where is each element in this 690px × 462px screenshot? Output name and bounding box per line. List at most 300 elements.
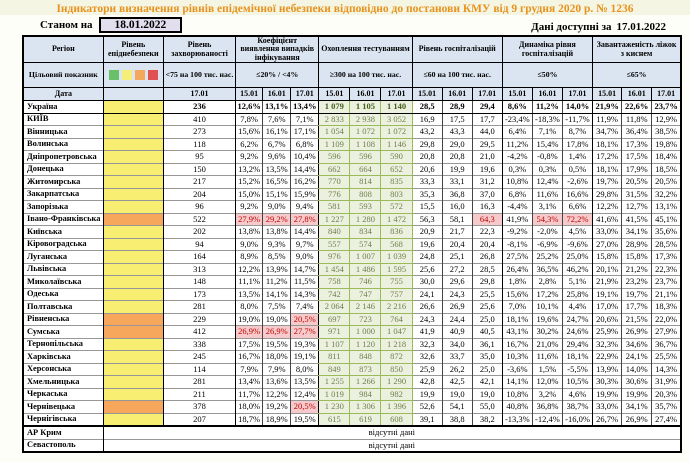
detect-value: 6,8% — [291, 138, 319, 151]
detect-value: 11,2% — [263, 276, 291, 289]
dynamics-value: 18,1% — [562, 351, 592, 364]
detect-value: 13,6% — [263, 376, 291, 389]
dynamics-value: 25,8% — [562, 288, 592, 301]
epidemic-level-cell — [103, 363, 163, 376]
beds-value: 26,7% — [593, 413, 622, 426]
dynamics-value: 0,3% — [502, 163, 532, 176]
hosp-value: 19,0 — [472, 388, 502, 401]
date-header: 17.01 — [381, 88, 412, 101]
dynamics-value: 6,6% — [562, 201, 592, 214]
dynamics-value: -9,6% — [562, 238, 592, 251]
testing-value: 971 — [319, 326, 350, 339]
detect-value: 12,2% — [263, 388, 291, 401]
testing-value: 1 054 — [319, 126, 350, 139]
beds-value: 22,0% — [652, 313, 681, 326]
region-name: Дніпропетровська — [23, 151, 103, 164]
hosp-value: 35,3 — [412, 188, 442, 201]
dynamics-value: 21,0% — [532, 338, 562, 351]
detect-value: 19,1% — [291, 351, 319, 364]
testing-value: 1 595 — [381, 263, 412, 276]
hosp-value: 29,6 — [442, 276, 472, 289]
hosp-value: 26,6 — [412, 301, 442, 314]
testing-value: 1 218 — [381, 338, 412, 351]
epidemic-level-cell — [103, 226, 163, 239]
page-title: Індикатори визначення рівнів епідемічної небезпеки відповідно до постанови КМУ від 9 грудня 2020 р. № 1236 — [0, 0, 690, 15]
table-row — [23, 176, 681, 189]
beds-value: 19,8% — [652, 138, 681, 151]
incidence-value: 148 — [163, 276, 235, 289]
hosp-value: 25,1 — [442, 251, 472, 264]
as-of-date-box: 18.01.2022 — [99, 17, 183, 33]
epidemic-level-cell — [103, 276, 163, 289]
dynamics-value: 4,4% — [562, 301, 592, 314]
incidence-value: 281 — [163, 301, 235, 314]
beds-value: 35,6% — [652, 226, 681, 239]
hosp-value: 43,3 — [442, 126, 472, 139]
beds-value: 17,3% — [652, 251, 681, 264]
detect-value: 10,4% — [291, 151, 319, 164]
detect-value: 6,2% — [236, 138, 263, 151]
detect-value: 12,4% — [291, 388, 319, 401]
incidence-value: 173 — [163, 288, 235, 301]
testing-value: 742 — [319, 288, 350, 301]
epidemic-level-cell — [103, 326, 163, 339]
region-name: Одеська — [23, 288, 103, 301]
hosp-value: 34,0 — [442, 338, 472, 351]
date-header: 16.01 — [263, 88, 291, 101]
hosp-value: 33,1 — [442, 176, 472, 189]
region-name: Закарпатська — [23, 188, 103, 201]
testing-value: 1 007 — [350, 251, 381, 264]
date-row-label: Дата — [23, 88, 103, 101]
target-testing: ≥300 на 100 тис. нас. — [319, 63, 412, 88]
epidemic-level-cell — [103, 176, 163, 189]
beds-value: 24,1% — [622, 351, 652, 364]
beds-value: 15,8% — [622, 251, 652, 264]
col-incidence: Рівень захворюваності — [163, 36, 235, 63]
testing-value: 836 — [381, 226, 412, 239]
epidemic-level-cell — [103, 163, 163, 176]
dynamics-value: 40,8% — [502, 401, 532, 414]
dynamics-value: 7,0% — [502, 301, 532, 314]
beds-value: 41,6% — [593, 213, 622, 226]
beds-value: 18,1% — [593, 163, 622, 176]
testing-value: 834 — [350, 226, 381, 239]
hosp-value: 29,0 — [442, 138, 472, 151]
testing-value: 1 108 — [350, 138, 381, 151]
detect-value: 15,9% — [291, 188, 319, 201]
detect-value: 7,9% — [236, 363, 263, 376]
testing-value: 1 019 — [319, 388, 350, 401]
incidence-value: 150 — [163, 163, 235, 176]
testing-value: 2 064 — [319, 301, 350, 314]
beds-value: 34,1% — [622, 226, 652, 239]
table-row — [23, 426, 681, 439]
beds-value: 17,3% — [622, 138, 652, 151]
date-header: 16.01 — [622, 88, 652, 101]
beds-value: 28,9% — [622, 238, 652, 251]
beds-value: 17,0% — [593, 301, 622, 314]
hosp-value: 25,9 — [412, 363, 442, 376]
as-of-label: Станом на — [40, 19, 93, 31]
beds-value: 33,0% — [593, 226, 622, 239]
level-legend-squares — [103, 63, 163, 88]
testing-value: 1 146 — [381, 138, 412, 151]
hosp-value: 42,1 — [472, 376, 502, 389]
as-of-block — [40, 17, 182, 33]
detect-value: 9,6% — [263, 151, 291, 164]
target-incidence: <75 на 100 тис. нас. — [163, 63, 235, 88]
region-name: Київська — [23, 226, 103, 239]
table-row — [23, 188, 681, 201]
target-hospitalization: ≤60 на 100 тис. нас. — [412, 63, 502, 88]
region-name: Запорізька — [23, 201, 103, 214]
hosp-value: 16,3 — [472, 201, 502, 214]
epidemic-level-cell — [103, 301, 163, 314]
beds-value: 17,5% — [622, 151, 652, 164]
region-name: Харківська — [23, 351, 103, 364]
hosp-value: 39,1 — [412, 413, 442, 426]
dynamics-value: 46,2% — [562, 263, 592, 276]
dynamics-value: 24,7% — [562, 313, 592, 326]
dynamics-value: 27,5% — [502, 251, 532, 264]
dynamics-value: 5,1% — [562, 276, 592, 289]
incidence-value: 410 — [163, 113, 235, 126]
dynamics-value: 1,4% — [562, 151, 592, 164]
testing-value: 557 — [319, 238, 350, 251]
testing-value: 848 — [350, 351, 381, 364]
testing-value: 2 938 — [350, 113, 381, 126]
hosp-value: 32,3 — [412, 338, 442, 351]
beds-value: 18,1% — [593, 138, 622, 151]
beds-value: 23,2% — [622, 276, 652, 289]
dynamics-value: 16,6% — [562, 188, 592, 201]
testing-value: 1 472 — [381, 213, 412, 226]
testing-value: 746 — [350, 276, 381, 289]
testing-value: 849 — [319, 363, 350, 376]
date-level-empty — [103, 88, 163, 101]
beds-value: 19,7% — [593, 176, 622, 189]
beds-value: 14,0% — [622, 363, 652, 376]
table-row — [23, 326, 681, 339]
beds-value: 38,5% — [652, 126, 681, 139]
testing-value: 872 — [381, 351, 412, 364]
beds-value: 22,3% — [652, 263, 681, 276]
hosp-value: 33,3 — [412, 176, 442, 189]
incidence-value: 204 — [163, 188, 235, 201]
dynamics-value: 41,9% — [502, 213, 532, 226]
hosp-value: 31,2 — [472, 176, 502, 189]
dynamics-value: -4,4% — [502, 201, 532, 214]
dynamics-value: 38,7% — [562, 401, 592, 414]
hosp-value: 38,8 — [442, 413, 472, 426]
beds-value: 18,4% — [652, 151, 681, 164]
detect-value: 13,9% — [263, 263, 291, 276]
hosp-value: 33,7 — [442, 351, 472, 364]
hosp-value: 36,1 — [472, 338, 502, 351]
detect-value: 13,4% — [236, 376, 263, 389]
date-header: 15.01 — [319, 88, 350, 101]
table-row — [23, 401, 681, 414]
epidemic-level-cell — [103, 263, 163, 276]
incidence-value: 522 — [163, 213, 235, 226]
col-testing: Охоплення тестуванням — [319, 36, 412, 63]
table-row — [23, 151, 681, 164]
dynamics-value: 10,5% — [562, 376, 592, 389]
dynamics-value: 43,1% — [502, 326, 532, 339]
region-name: Луганська — [23, 251, 103, 264]
incidence-value: 245 — [163, 351, 235, 364]
hosp-value: 56,3 — [412, 213, 442, 226]
data-available-block — [531, 21, 668, 33]
incidence-value: 281 — [163, 376, 235, 389]
dynamics-value: 11,2% — [502, 138, 532, 151]
hosp-value: 21,7 — [442, 226, 472, 239]
detect-value: 9,0% — [236, 238, 263, 251]
hosp-value: 35,0 — [472, 351, 502, 364]
testing-value: 1 072 — [381, 126, 412, 139]
beds-value: 13,1% — [652, 201, 681, 214]
beds-value: 17,7% — [622, 301, 652, 314]
beds-value: 13,9% — [593, 363, 622, 376]
beds-value: 22,9% — [593, 351, 622, 364]
beds-value: 36,4% — [622, 126, 652, 139]
region-name: Івано-Франківська — [23, 213, 103, 226]
testing-value: 615 — [319, 413, 350, 426]
detect-value: 13,5% — [291, 376, 319, 389]
dynamics-value: -0,8% — [532, 151, 562, 164]
target-beds: ≤65% — [593, 63, 681, 88]
table-row — [23, 376, 681, 389]
incidence-value: 229 — [163, 313, 235, 326]
region-name: Полтавська — [23, 301, 103, 314]
beds-value: 11,8% — [622, 113, 652, 126]
dynamics-value: 15,6% — [502, 288, 532, 301]
detect-value: 20,5% — [291, 313, 319, 326]
dynamics-value: -23,4% — [502, 113, 532, 126]
beds-value: 20,5% — [652, 176, 681, 189]
detect-value: 17,1% — [291, 126, 319, 139]
hosp-value: 27,2 — [442, 263, 472, 276]
beds-value: 30,3% — [593, 376, 622, 389]
detect-value: 7,6% — [263, 113, 291, 126]
beds-value: 29,8% — [593, 188, 622, 201]
hosp-value: 29,8 — [412, 138, 442, 151]
detect-value: 15,1% — [263, 188, 291, 201]
dynamics-value: -5,5% — [562, 363, 592, 376]
date-header: 17.01 — [472, 88, 502, 101]
dynamics-value: 36,8% — [532, 401, 562, 414]
detect-value: 27,7% — [291, 326, 319, 339]
beds-value: 31,9% — [652, 376, 681, 389]
beds-value: 19,9% — [593, 388, 622, 401]
hosp-value: 21,0 — [472, 151, 502, 164]
hosp-value: 43,2 — [412, 126, 442, 139]
detect-value: 7,4% — [291, 301, 319, 314]
beds-value: 25,5% — [652, 351, 681, 364]
hosp-value: 29,5 — [472, 138, 502, 151]
testing-value: 1 255 — [319, 376, 350, 389]
incidence-value: 236 — [163, 101, 235, 114]
testing-value: 596 — [319, 151, 350, 164]
beds-value: 26,9% — [622, 413, 652, 426]
testing-value: 764 — [381, 313, 412, 326]
detect-value: 13,4% — [291, 101, 319, 114]
dynamics-value: 11,6% — [532, 351, 562, 364]
date-header: 17.01 — [652, 88, 681, 101]
incidence-value: 211 — [163, 388, 235, 401]
table-row — [23, 351, 681, 364]
col-hosp-dynamics: Динаміка рівня госпіталізацій — [502, 36, 592, 63]
dynamics-value: 18,1% — [502, 313, 532, 326]
detect-value: 8,0% — [291, 363, 319, 376]
testing-value: 572 — [381, 201, 412, 214]
data-available-label: Дані доступні за — [531, 21, 612, 33]
testing-value: 1 230 — [319, 401, 350, 414]
hosp-value: 41,9 — [412, 326, 442, 339]
hosp-value: 54,1 — [442, 401, 472, 414]
testing-value: 982 — [381, 388, 412, 401]
testing-value: 758 — [319, 276, 350, 289]
level-color-square — [109, 70, 119, 80]
beds-value: 25,9% — [593, 326, 622, 339]
incidence-value: 338 — [163, 338, 235, 351]
region-name: Чернівецька — [23, 401, 103, 414]
detect-value: 14,3% — [291, 288, 319, 301]
beds-value: 27,4% — [652, 413, 681, 426]
detect-value: 14,1% — [263, 288, 291, 301]
testing-value: 873 — [350, 363, 381, 376]
testing-value: 1 266 — [350, 376, 381, 389]
detect-value: 13,5% — [263, 163, 291, 176]
hosp-value: 42,5 — [442, 376, 472, 389]
detect-value: 15,2% — [236, 176, 263, 189]
epidemic-level-cell — [103, 251, 163, 264]
hosp-value: 22,3 — [472, 226, 502, 239]
hosp-value: 26,2 — [442, 363, 472, 376]
hosp-value: 16,9 — [412, 113, 442, 126]
col-epidemic-level: Рівень епіднебезпеки — [103, 36, 163, 63]
hosp-value: 19,9 — [412, 388, 442, 401]
detect-value: 7,9% — [263, 363, 291, 376]
detect-value: 27,9% — [236, 213, 263, 226]
beds-value: 20,1% — [593, 263, 622, 276]
detect-value: 7,8% — [236, 113, 263, 126]
testing-value: 976 — [319, 251, 350, 264]
incidence-value: 94 — [163, 238, 235, 251]
detect-value: 16,7% — [236, 351, 263, 364]
dynamics-value: 4,6% — [562, 388, 592, 401]
beds-value: 12,9% — [652, 113, 681, 126]
beds-value: 23,7% — [652, 276, 681, 289]
testing-value: 590 — [381, 151, 412, 164]
dynamics-value: 4,5% — [562, 226, 592, 239]
region-name: Кіровоградська — [23, 238, 103, 251]
beds-value: 45,1% — [652, 213, 681, 226]
beds-value: 21,9% — [593, 101, 622, 114]
hosp-value: 25,0 — [472, 313, 502, 326]
dynamics-value: 14,0% — [562, 101, 592, 114]
table-row — [23, 276, 681, 289]
incidence-value: 207 — [163, 413, 235, 426]
beds-value: 19,1% — [593, 288, 622, 301]
epidemic-level-cell — [103, 113, 163, 126]
beds-value: 20,3% — [652, 388, 681, 401]
col-oxygen-beds: Завантаженість ліжок з киснем — [593, 36, 681, 63]
dynamics-value: 0,5% — [562, 163, 592, 176]
hosp-value: 26,9 — [442, 301, 472, 314]
hosp-value: 28,5 — [412, 101, 442, 114]
beds-value: 34,1% — [622, 401, 652, 414]
table-row — [23, 226, 681, 239]
dynamics-value: 11,2% — [532, 101, 562, 114]
testing-value: 1 039 — [381, 251, 412, 264]
region-name: Вінницька — [23, 126, 103, 139]
region-name: Чернігівська — [23, 413, 103, 426]
hosp-value: 58,1 — [442, 213, 472, 226]
dynamics-value: 3,2% — [532, 388, 562, 401]
beds-value: 15,8% — [593, 251, 622, 264]
table-row — [23, 363, 681, 376]
table-row — [23, 251, 681, 264]
region-name: Тернопільська — [23, 338, 103, 351]
target-detection: ≤20% / <4% — [236, 63, 319, 88]
detect-value: 8,5% — [263, 251, 291, 264]
testing-value: 1 280 — [350, 213, 381, 226]
no-data-cell: відсутні дані — [103, 439, 681, 452]
hosp-value: 29,4 — [472, 101, 502, 114]
region-name: КИЇВ — [23, 113, 103, 126]
incidence-value: 412 — [163, 326, 235, 339]
region-name: Волинська — [23, 138, 103, 151]
detect-value: 18,0% — [236, 401, 263, 414]
detect-value: 9,4% — [291, 201, 319, 214]
testing-value: 803 — [381, 188, 412, 201]
detect-value: 15,6% — [236, 126, 263, 139]
table-row — [23, 439, 681, 452]
table-row — [23, 101, 681, 114]
region-name: Рівненська — [23, 313, 103, 326]
hosp-value: 44,0 — [472, 126, 502, 139]
date-header: 17.01 — [163, 88, 235, 101]
region-name: Черкаська — [23, 388, 103, 401]
table-row — [23, 338, 681, 351]
testing-value: 662 — [319, 163, 350, 176]
dynamics-value: 0,3% — [532, 163, 562, 176]
detect-value: 9,7% — [291, 238, 319, 251]
detect-value: 26,9% — [263, 326, 291, 339]
epidemic-level-cell — [103, 151, 163, 164]
beds-value: 32,2% — [652, 188, 681, 201]
detect-value: 7,1% — [291, 113, 319, 126]
beds-value: 18,5% — [652, 163, 681, 176]
region-name: Житомирська — [23, 176, 103, 189]
beds-value: 41,5% — [622, 213, 652, 226]
beds-value: 23,7% — [652, 101, 681, 114]
date-header: 15.01 — [593, 88, 622, 101]
dynamics-value: 11,6% — [532, 188, 562, 201]
date-header: 15.01 — [236, 88, 263, 101]
hosp-value: 20,4 — [442, 238, 472, 251]
epidemic-level-cell — [103, 388, 163, 401]
dynamics-value: -16,0% — [562, 413, 592, 426]
epidemic-level-cell — [103, 413, 163, 426]
testing-value: 2 833 — [319, 113, 350, 126]
detect-value: 7,5% — [263, 301, 291, 314]
dynamics-value: 6,4% — [502, 126, 532, 139]
epidemic-level-cell — [103, 238, 163, 251]
incidence-value: 217 — [163, 176, 235, 189]
